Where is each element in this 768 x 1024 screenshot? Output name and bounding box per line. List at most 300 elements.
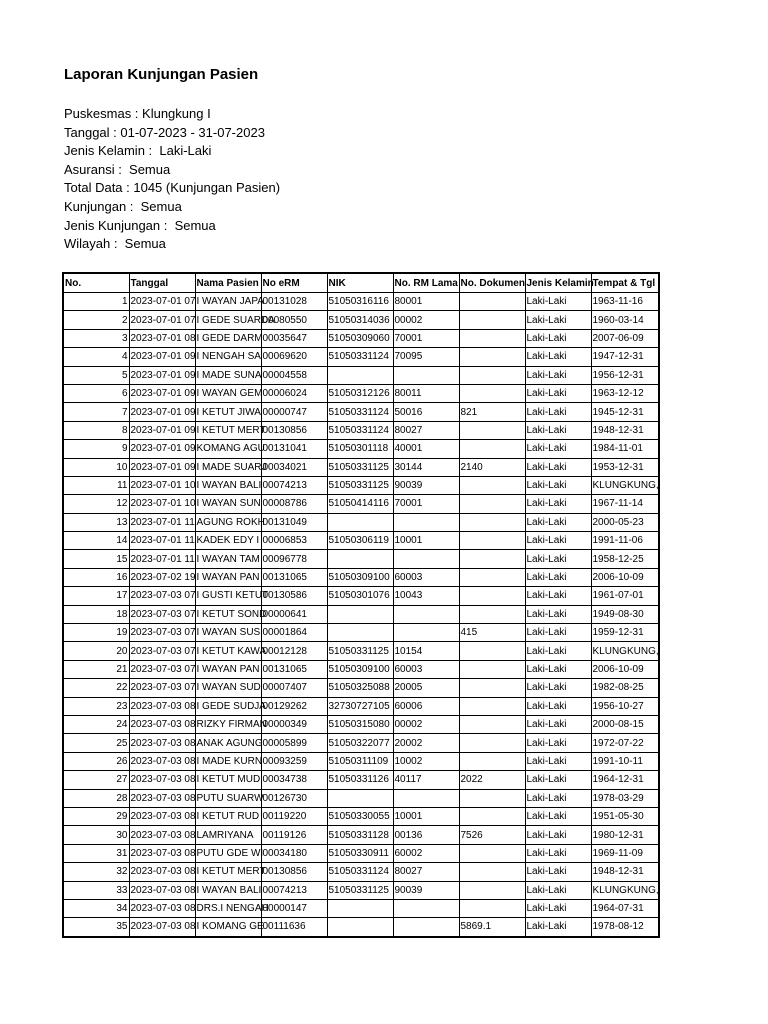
cell-no-rm-lama: 30144 [393,458,459,476]
cell-tempat-tgl: 1978-08-12 [591,918,659,937]
cell-tanggal: 2023-07-03 08 [129,863,195,881]
cell-no-rm-lama [393,899,459,917]
table-row [63,715,659,733]
table-row [63,807,659,825]
cell-no-erm: 00080550 [261,311,327,329]
cell-nik [327,366,393,384]
cell-tempat-tgl: 1959-12-31 [591,624,659,642]
cell-jenis-kelamin: Laki-Laki [525,642,591,660]
cell-jenis-kelamin: Laki-Laki [525,384,591,402]
cell-no-erm: 00034738 [261,771,327,789]
cell-no-rm-lama: 10154 [393,642,459,660]
table-row [63,568,659,586]
cell-nik: 51050325088 [327,679,393,697]
cell-no-dokumen: 821 [459,403,525,421]
table-row [63,771,659,789]
cell-no-erm: 00131065 [261,568,327,586]
cell-no-dokumen [459,311,525,329]
cell-tanggal: 2023-07-01 07 [129,311,195,329]
cell-tanggal: 2023-07-01 07 [129,293,195,311]
cell-no-dokumen [459,660,525,678]
cell-tanggal: 2023-07-03 07 [129,679,195,697]
cell-no-erm: 00000747 [261,403,327,421]
cell-no-rm-lama: 50016 [393,403,459,421]
cell-tempat-tgl: 1953-12-31 [591,458,659,476]
cell-tempat-tgl: 2000-05-23 [591,513,659,531]
cell-jenis-kelamin: Laki-Laki [525,734,591,752]
cell-nik: 51050331125 [327,642,393,660]
cell-no-erm: 00006024 [261,384,327,402]
cell-jenis-kelamin: Laki-Laki [525,752,591,770]
cell-tanggal: 2023-07-01 09 [129,403,195,421]
cell-nama-pasien: I MADE KURN [195,752,261,770]
cell-no: 16 [63,568,129,586]
cell-no: 35 [63,918,129,937]
cell-tempat-tgl: 1991-10-11 [591,752,659,770]
cell-no-erm: 00005899 [261,734,327,752]
cell-nik: 51050301118 [327,440,393,458]
table-row [63,311,659,329]
cell-no: 13 [63,513,129,531]
cell-no-dokumen [459,587,525,605]
cell-nik: 51050306119 [327,532,393,550]
cell-jenis-kelamin: Laki-Laki [525,329,591,347]
cell-no-rm-lama: 60002 [393,844,459,862]
cell-no-dokumen [459,807,525,825]
cell-tempat-tgl: 2007-06-09 [591,329,659,347]
cell-tempat-tgl: 1967-11-14 [591,495,659,513]
cell-no: 22 [63,679,129,697]
cell-no: 26 [63,752,129,770]
column-header-tanggal: Tanggal [129,273,195,293]
cell-no-rm-lama: 90039 [393,476,459,494]
cell-nik: 51050312126 [327,384,393,402]
cell-nik: 51050309060 [327,329,393,347]
cell-no-dokumen [459,384,525,402]
cell-tempat-tgl: 1963-11-16 [591,293,659,311]
cell-no: 28 [63,789,129,807]
cell-jenis-kelamin: Laki-Laki [525,458,591,476]
cell-jenis-kelamin: Laki-Laki [525,421,591,439]
cell-no-rm-lama: 80027 [393,421,459,439]
cell-nik: 51050314036 [327,311,393,329]
cell-tanggal: 2023-07-03 08 [129,918,195,937]
cell-nik: 51050315080 [327,715,393,733]
cell-nik [327,550,393,568]
cell-no-rm-lama [393,366,459,384]
cell-tanggal: 2023-07-01 11 [129,550,195,568]
cell-tanggal: 2023-07-03 08 [129,697,195,715]
table-row [63,899,659,917]
table-row [63,863,659,881]
cell-nik [327,624,393,642]
cell-no-dokumen [459,844,525,862]
cell-tanggal: 2023-07-03 08 [129,826,195,844]
cell-no-dokumen [459,329,525,347]
filter-region: Wilayah : Semua [64,236,166,252]
cell-tempat-tgl: 1945-12-31 [591,403,659,421]
cell-no-rm-lama: 00002 [393,311,459,329]
table-row [63,642,659,660]
column-header-nama-pasien: Nama Pasien [195,273,261,293]
cell-tanggal: 2023-07-01 09 [129,421,195,439]
cell-nama-pasien: LAMRIYANA [195,826,261,844]
cell-no-dokumen [459,752,525,770]
column-header-jenis-kelamin: Jenis Kelamin [525,273,591,293]
cell-no-dokumen: 2140 [459,458,525,476]
cell-nama-pasien: I GEDE SUARDA [195,311,261,329]
filter-total-data: Total Data : 1045 (Kunjungan Pasien) [64,180,281,196]
cell-no-erm: 00130856 [261,421,327,439]
table-row [63,366,659,384]
cell-nik [327,513,393,531]
cell-no: 32 [63,863,129,881]
column-header-nik: NIK [327,273,393,293]
cell-nik: 51050331124 [327,863,393,881]
cell-tempat-tgl: 1958-12-25 [591,550,659,568]
cell-nama-pasien: I WAYAN BALI [195,881,261,899]
cell-tempat-tgl: 1980-12-31 [591,826,659,844]
cell-no-erm: 00000641 [261,605,327,623]
cell-tanggal: 2023-07-01 09 [129,384,195,402]
cell-nama-pasien: I KETUT MUD [195,771,261,789]
cell-no-erm: 00069620 [261,348,327,366]
cell-no: 3 [63,329,129,347]
cell-nama-pasien: I MADE SUARJ [195,458,261,476]
cell-no: 1 [63,293,129,311]
cell-jenis-kelamin: Laki-Laki [525,366,591,384]
cell-no-rm-lama: 60006 [393,697,459,715]
table-row [63,384,659,402]
cell-nama-pasien: I NENGAH SA [195,348,261,366]
cell-tanggal: 2023-07-03 08 [129,734,195,752]
cell-tempat-tgl: 1991-11-06 [591,532,659,550]
cell-no-dokumen [459,568,525,586]
cell-nama-pasien: KOMANG AGU [195,440,261,458]
cell-tanggal: 2023-07-03 07 [129,624,195,642]
cell-no: 29 [63,807,129,825]
table-row [63,697,659,715]
cell-nama-pasien: I KOMANG GE [195,918,261,937]
cell-no: 24 [63,715,129,733]
cell-jenis-kelamin: Laki-Laki [525,348,591,366]
cell-nama-pasien: I KETUT MERT [195,421,261,439]
cell-no-dokumen [459,899,525,917]
cell-nik: 51050331126 [327,771,393,789]
cell-no-rm-lama: 90039 [393,881,459,899]
filter-visit-type: Jenis Kunjungan : Semua [64,217,216,233]
cell-no: 12 [63,495,129,513]
cell-no-dokumen: 7526 [459,826,525,844]
cell-jenis-kelamin: Laki-Laki [525,881,591,899]
cell-no: 7 [63,403,129,421]
cell-no-erm: 00131065 [261,660,327,678]
filter-insurance: Asuransi : Semua [64,161,171,177]
cell-nik: 51050331128 [327,826,393,844]
cell-tanggal: 2023-07-01 08 [129,329,195,347]
cell-no-rm-lama [393,513,459,531]
cell-nik: 32730727105 [327,697,393,715]
cell-jenis-kelamin: Laki-Laki [525,513,591,531]
cell-tempat-tgl: 2000-08-15 [591,715,659,733]
table-row [63,605,659,623]
cell-tempat-tgl: 1956-12-31 [591,366,659,384]
cell-nama-pasien: KADEK EDY I [195,532,261,550]
cell-no-rm-lama [393,624,459,642]
table-row [63,734,659,752]
cell-tanggal: 2023-07-03 08 [129,771,195,789]
cell-no-erm: 00093259 [261,752,327,770]
cell-tempat-tgl: 1984-11-01 [591,440,659,458]
cell-tanggal: 2023-07-03 07 [129,660,195,678]
cell-jenis-kelamin: Laki-Laki [525,771,591,789]
cell-no: 14 [63,532,129,550]
cell-no-rm-lama: 70095 [393,348,459,366]
cell-jenis-kelamin: Laki-Laki [525,826,591,844]
table-row [63,844,659,862]
cell-tanggal: 2023-07-03 08 [129,844,195,862]
cell-no-erm: 00034180 [261,844,327,862]
cell-nama-pasien: I WAYAN SUN [195,495,261,513]
table-body [63,293,659,937]
cell-nik: 51050309100 [327,568,393,586]
cell-no-erm: 00004558 [261,366,327,384]
cell-no: 20 [63,642,129,660]
cell-nama-pasien: I GUSTI KETUT [195,587,261,605]
cell-no-erm: 00007407 [261,679,327,697]
cell-nik: 51050309100 [327,660,393,678]
table-row [63,881,659,899]
cell-nik: 51050331124 [327,421,393,439]
cell-no-dokumen [459,642,525,660]
cell-no-dokumen: 2022 [459,771,525,789]
cell-no-dokumen [459,679,525,697]
table-row [63,532,659,550]
cell-nama-pasien: I WAYAN BALI [195,476,261,494]
cell-tanggal: 2023-07-03 08 [129,807,195,825]
cell-no-erm: 00008786 [261,495,327,513]
cell-no: 34 [63,899,129,917]
cell-no-rm-lama [393,550,459,568]
cell-no-erm: 00034021 [261,458,327,476]
cell-no-rm-lama: 80027 [393,863,459,881]
cell-tanggal: 2023-07-01 09 [129,440,195,458]
cell-no: 2 [63,311,129,329]
table-row [63,403,659,421]
cell-no-rm-lama: 40117 [393,771,459,789]
cell-no-rm-lama: 80011 [393,384,459,402]
cell-jenis-kelamin: Laki-Laki [525,550,591,568]
cell-nik: 51050322077 [327,734,393,752]
cell-tempat-tgl: 1956-10-27 [591,697,659,715]
cell-no-erm: 00111636 [261,918,327,937]
cell-no-dokumen [459,293,525,311]
cell-no-dokumen: 5869.1 [459,918,525,937]
cell-no-dokumen [459,605,525,623]
cell-nik [327,789,393,807]
cell-no-dokumen [459,348,525,366]
table-row [63,624,659,642]
cell-no-rm-lama: 10002 [393,752,459,770]
cell-no-rm-lama: 00136 [393,826,459,844]
cell-no-erm: 00131049 [261,513,327,531]
cell-nama-pasien: I WAYAN SUS [195,624,261,642]
cell-jenis-kelamin: Laki-Laki [525,697,591,715]
cell-no-rm-lama: 20002 [393,734,459,752]
cell-no-erm: 00096778 [261,550,327,568]
cell-tanggal: 2023-07-03 08 [129,881,195,899]
cell-tempat-tgl: 1951-05-30 [591,807,659,825]
cell-tempat-tgl: 1982-08-25 [591,679,659,697]
table-row [63,421,659,439]
cell-nik [327,899,393,917]
cell-tempat-tgl: 1972-07-22 [591,734,659,752]
cell-no-rm-lama: 40001 [393,440,459,458]
cell-no: 9 [63,440,129,458]
cell-no: 25 [63,734,129,752]
table-row [63,789,659,807]
cell-tempat-tgl: 1948-12-31 [591,863,659,881]
cell-no-rm-lama: 60003 [393,660,459,678]
cell-nama-pasien: I WAYAN JAPA [195,293,261,311]
cell-no-erm: 00131028 [261,293,327,311]
cell-tanggal: 2023-07-01 11 [129,532,195,550]
cell-nik: 51050331125 [327,881,393,899]
cell-tanggal: 2023-07-03 08 [129,715,195,733]
cell-no: 4 [63,348,129,366]
cell-nik [327,918,393,937]
column-header-no-dokumen: No. Dokumen [459,273,525,293]
cell-tempat-tgl: 1948-12-31 [591,421,659,439]
cell-no-erm: 00000147 [261,899,327,917]
cell-jenis-kelamin: Laki-Laki [525,863,591,881]
cell-nama-pasien: I WAYAN PAN [195,568,261,586]
cell-nama-pasien: ANAK AGUNG [195,734,261,752]
filter-visit: Kunjungan : Semua [64,198,182,214]
cell-nik [327,605,393,623]
cell-no: 11 [63,476,129,494]
cell-nik: 51050311109 [327,752,393,770]
table-row [63,348,659,366]
cell-jenis-kelamin: Laki-Laki [525,293,591,311]
cell-jenis-kelamin: Laki-Laki [525,311,591,329]
cell-nama-pasien: I GEDE SUDJA [195,697,261,715]
cell-jenis-kelamin: Laki-Laki [525,679,591,697]
cell-nama-pasien: I WAYAN PAN [195,660,261,678]
table-row [63,550,659,568]
cell-no-erm: 00006853 [261,532,327,550]
cell-no-rm-lama: 00002 [393,715,459,733]
cell-tempat-tgl: 1964-12-31 [591,771,659,789]
cell-no-rm-lama: 70001 [393,329,459,347]
column-header-no-erm: No eRM [261,273,327,293]
cell-tanggal: 2023-07-01 09 [129,458,195,476]
cell-no: 19 [63,624,129,642]
cell-nama-pasien: I KETUT SOND [195,605,261,623]
cell-no-dokumen [459,421,525,439]
cell-nama-pasien: I MADE SUNA [195,366,261,384]
cell-tanggal: 2023-07-03 08 [129,789,195,807]
cell-nama-pasien: PUTU GDE WI [195,844,261,862]
cell-no-erm: 00035647 [261,329,327,347]
cell-nik: 51050316116 [327,293,393,311]
cell-nik: 51050331124 [327,348,393,366]
patient-visit-table [62,272,660,938]
cell-no-dokumen [459,495,525,513]
cell-no: 5 [63,366,129,384]
cell-no: 33 [63,881,129,899]
cell-no-rm-lama: 70001 [393,495,459,513]
cell-nama-pasien: PUTU SUARW [195,789,261,807]
cell-no-dokumen [459,532,525,550]
cell-tempat-tgl: 1963-12-12 [591,384,659,402]
cell-no-dokumen [459,366,525,384]
cell-tanggal: 2023-07-01 10 [129,495,195,513]
cell-no-rm-lama: 10001 [393,807,459,825]
cell-tempat-tgl: 2006-10-09 [591,660,659,678]
cell-no-dokumen [459,863,525,881]
cell-tempat-tgl: KLUNGKUNG, [591,881,659,899]
cell-nama-pasien: RIZKY FIRMAN [195,715,261,733]
cell-no-erm: 00119126 [261,826,327,844]
cell-no-erm: 00000349 [261,715,327,733]
cell-no-erm: 00126730 [261,789,327,807]
table-row [63,826,659,844]
cell-no: 31 [63,844,129,862]
cell-nik: 51050331124 [327,403,393,421]
cell-jenis-kelamin: Laki-Laki [525,495,591,513]
cell-nama-pasien: I KETUT KAWA [195,642,261,660]
cell-tanggal: 2023-07-02 19 [129,568,195,586]
cell-no: 18 [63,605,129,623]
cell-jenis-kelamin: Laki-Laki [525,624,591,642]
filter-puskesmas: Puskesmas : Klungkung I [64,106,211,121]
cell-tanggal: 2023-07-03 07 [129,642,195,660]
cell-no: 15 [63,550,129,568]
cell-tempat-tgl: 1961-07-01 [591,587,659,605]
cell-no-dokumen [459,476,525,494]
cell-no-rm-lama [393,918,459,937]
cell-nama-pasien: I WAYAN SUD [195,679,261,697]
cell-nama-pasien: I KETUT MERT [195,863,261,881]
cell-tempat-tgl: 1949-08-30 [591,605,659,623]
cell-no-rm-lama: 60003 [393,568,459,586]
cell-no-erm: 00001864 [261,624,327,642]
table-row [63,679,659,697]
cell-no: 30 [63,826,129,844]
cell-tempat-tgl: 1978-03-29 [591,789,659,807]
cell-tanggal: 2023-07-03 07 [129,605,195,623]
cell-nama-pasien: I GEDE DARM [195,329,261,347]
cell-tanggal: 2023-07-01 09 [129,348,195,366]
filter-gender: Jenis Kelamin : Laki-Laki [64,143,212,159]
cell-no-rm-lama [393,605,459,623]
report-title: Laporan Kunjungan Pasien [64,66,259,83]
cell-tempat-tgl: 1964-07-31 [591,899,659,917]
cell-nik: 51050330911 [327,844,393,862]
cell-jenis-kelamin: Laki-Laki [525,789,591,807]
table-row [63,293,659,311]
cell-no: 23 [63,697,129,715]
cell-no-dokumen [459,715,525,733]
table-row [63,513,659,531]
cell-tempat-tgl: 2006-10-09 [591,568,659,586]
cell-nik: 51050331125 [327,476,393,494]
cell-no-dokumen [459,881,525,899]
column-header-tempat-tgl: Tempat & Tgl [591,273,659,293]
cell-jenis-kelamin: Laki-Laki [525,403,591,421]
cell-tempat-tgl: 1969-11-09 [591,844,659,862]
